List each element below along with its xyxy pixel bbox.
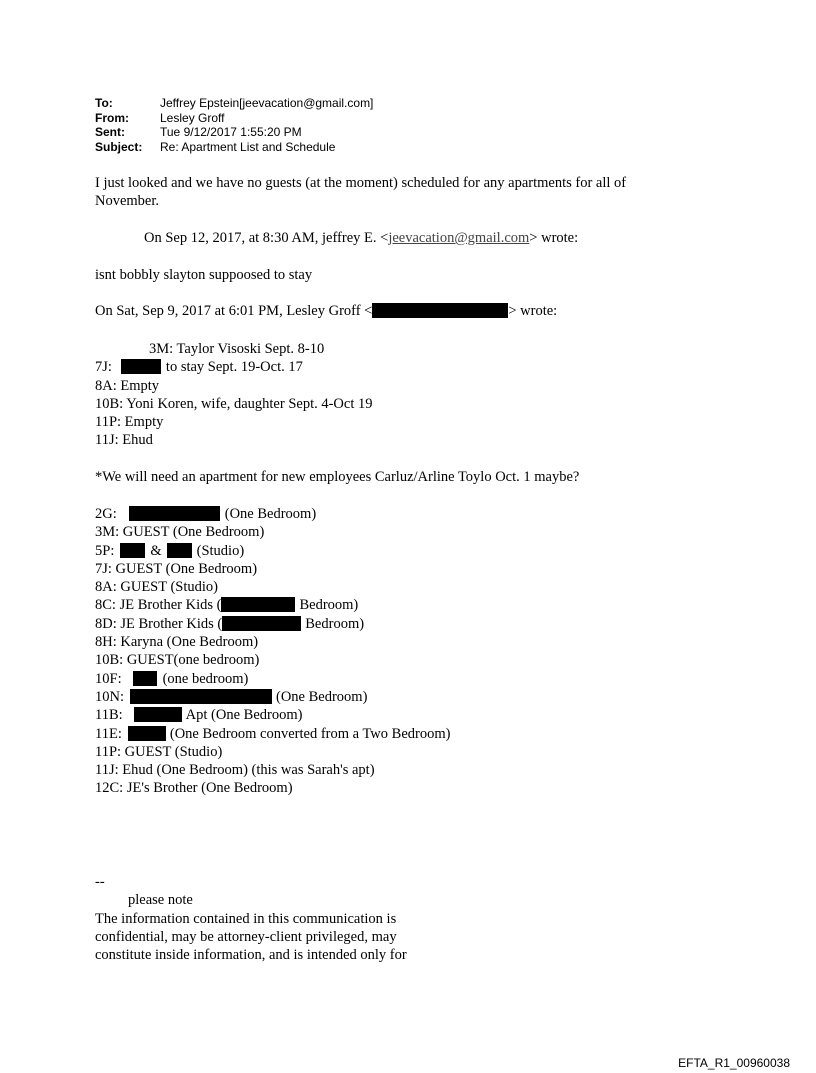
- apartment-unit: 11B:: [95, 707, 123, 724]
- redaction-box: [222, 616, 301, 631]
- please-note: please note: [128, 892, 193, 909]
- signature-block: [95, 873, 407, 964]
- apartment-item: [95, 505, 450, 523]
- quote-header-text: On Sep 12, 2017, at 8:30 AM, jeffrey E. <: [144, 230, 389, 246]
- schedule-item-unit: 7J:: [95, 359, 112, 376]
- reply-line: isnt bobbly slayton suppoosed to stay: [95, 267, 313, 283]
- note-line: *We will need an apartment for new employees Carluz/Arline Toylo Oct. 1 maybe?: [95, 469, 580, 485]
- apartment-item: 10B: GUEST(one bedroom): [95, 652, 260, 669]
- apartment-item: [95, 670, 450, 688]
- apartment-text: (one bedroom): [162, 670, 249, 687]
- apartment-item: 11J: Ehud (One Bedroom) (this was Sarah's apt): [95, 762, 375, 779]
- apartment-unit: 10N:: [95, 688, 124, 705]
- apartment-text: Bedroom): [305, 615, 365, 632]
- disclaimer-line: confidential, may be attorney-client privileged, may: [95, 928, 397, 945]
- redaction-box: [221, 597, 295, 612]
- subject-row: [95, 140, 373, 155]
- schedule-item-text: to stay Sept. 19-Oct. 17: [165, 359, 303, 376]
- apartment-item: [95, 542, 450, 560]
- apartment-text: Apt (One Bedroom): [185, 707, 303, 724]
- redaction-box: [372, 303, 508, 318]
- apartment-item: 12C: JE's Brother (One Bedroom): [95, 780, 293, 797]
- email-header: [95, 96, 373, 154]
- apartment-item: 8A: GUEST (Studio): [95, 579, 218, 596]
- quote-header-1: [144, 229, 578, 247]
- apartment-list: [95, 505, 450, 798]
- disclaimer-line: constitute inside information, and is intended only for: [95, 947, 407, 964]
- apartment-item: [95, 725, 450, 743]
- redaction-box: [134, 707, 182, 722]
- quote-header-text: > wrote:: [508, 303, 558, 319]
- schedule-list: [95, 340, 372, 450]
- apartment-unit: 2G:: [95, 506, 117, 522]
- apartment-text: (One Bedroom converted from a Two Bedroom): [169, 725, 451, 742]
- schedule-item: 3M: Taylor Visoski Sept. 8-10: [149, 341, 325, 357]
- disclaimer-line: The information contained in this communication is: [95, 910, 397, 927]
- quote-header-text: On Sat, Sep 9, 2017 at 6:01 PM, Lesley Groff <: [95, 303, 373, 319]
- schedule-item: 8A: Empty: [95, 377, 160, 394]
- body-line: I just looked and we have no guests (at the moment) scheduled for any apartments for all of: [95, 175, 627, 191]
- to-value: Jeffrey Epstein[jeevacation@gmail.com]: [160, 96, 374, 110]
- apartment-text: &: [150, 542, 162, 559]
- redaction-box: [129, 506, 220, 521]
- apartment-item: [95, 596, 450, 614]
- email-link[interactable]: jeevacation@gmail.com: [388, 230, 530, 246]
- redaction-box: [120, 543, 145, 558]
- schedule-item: [95, 358, 372, 376]
- sent-label: Sent:: [95, 125, 125, 139]
- redaction-box: [128, 726, 166, 741]
- apartment-text: 8D: JE Brother Kids (: [95, 615, 223, 632]
- apartment-text: Bedroom): [299, 597, 359, 614]
- apartment-unit: 11E:: [95, 725, 122, 742]
- body-paragraph: [95, 174, 626, 211]
- quote-header-2: [95, 302, 557, 320]
- quote-header-text: > wrote:: [529, 230, 579, 246]
- apartment-unit: 10F:: [95, 670, 122, 687]
- redaction-box: [133, 671, 157, 686]
- sent-row: [95, 125, 373, 140]
- sent-value: Tue 9/12/2017 1:55:20 PM: [160, 125, 302, 139]
- signature-separator: --: [95, 874, 105, 890]
- apartment-item: [95, 706, 450, 724]
- apartment-text: (Studio): [196, 542, 245, 559]
- apartment-text: (One Bedroom): [276, 688, 368, 705]
- apartment-item: 3M: GUEST (One Bedroom): [95, 524, 265, 541]
- redaction-box: [167, 543, 192, 558]
- schedule-item: 11P: Empty: [95, 414, 164, 431]
- to-label: To:: [95, 96, 113, 110]
- apartment-unit: 5P:: [95, 542, 115, 559]
- to-row: [95, 96, 373, 111]
- schedule-item: 11J: Ehud: [95, 432, 153, 449]
- apartment-item: [95, 615, 450, 633]
- from-label: From:: [95, 110, 129, 125]
- schedule-item: 10B: Yoni Koren, wife, daughter Sept. 4-Oct 19: [95, 395, 373, 412]
- apartment-item: 11P: GUEST (Studio): [95, 743, 223, 760]
- subject-value: Re: Apartment List and Schedule: [160, 139, 336, 154]
- redaction-box: [130, 689, 272, 704]
- apartment-text: (One Bedroom): [224, 506, 317, 522]
- apartment-item: 7J: GUEST (One Bedroom): [95, 560, 258, 577]
- apartment-item: 8H: Karyna (One Bedroom): [95, 634, 259, 651]
- body-line: November.: [95, 193, 160, 210]
- from-row: [95, 111, 373, 126]
- bates-number: EFTA_R1_00960038: [678, 1056, 790, 1070]
- from-value: Lesley Groff: [160, 110, 225, 125]
- apartment-text: 8C: JE Brother Kids (: [95, 597, 222, 614]
- apartment-item: [95, 688, 450, 706]
- subject-label: Subject:: [95, 139, 143, 154]
- redaction-box: [121, 359, 161, 374]
